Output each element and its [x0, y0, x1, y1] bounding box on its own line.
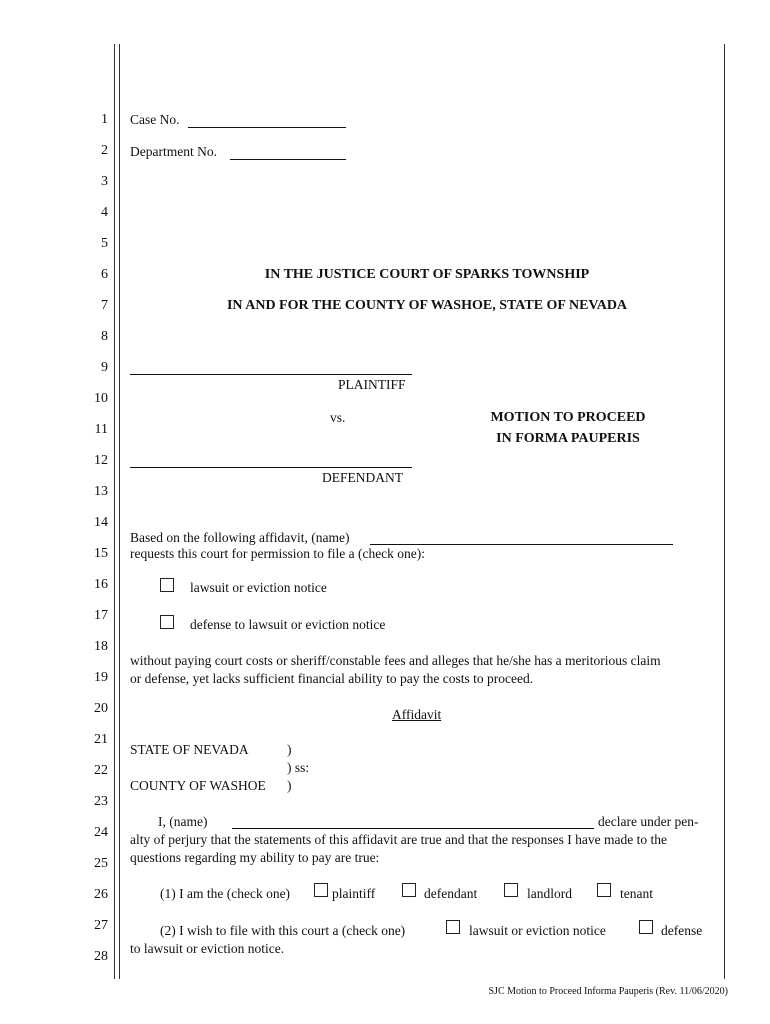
line-number: 25 [94, 856, 108, 871]
left-margin-line-2 [119, 44, 120, 979]
line-number: 27 [94, 918, 108, 933]
affidavit-intro-line-1: Based on the following affidavit, (name) [130, 530, 350, 545]
defendant-checkbox[interactable] [402, 883, 416, 897]
line-number: 3 [101, 174, 108, 189]
defendant-label: DEFENDANT [322, 470, 403, 485]
declare-under-penalty: declare under pen- [598, 814, 699, 829]
item1-landlord-label: landlord [527, 886, 572, 901]
item1-tenant-label: tenant [620, 886, 653, 901]
ss-label: ) ss: [287, 760, 310, 775]
without-paying-line-2: or defense, yet lacks sufficient financial ability to pay the costs to proceed. [130, 671, 534, 686]
line-number: 16 [94, 577, 108, 592]
item2-lawsuit-checkbox[interactable] [446, 920, 460, 934]
line-number: 26 [94, 887, 108, 902]
defense-option-label: defense to lawsuit or eviction notice [190, 617, 386, 632]
item2-defense-label: defense [661, 923, 703, 938]
line-number: 17 [94, 608, 108, 623]
line-number: 13 [94, 484, 108, 499]
tenant-checkbox[interactable] [597, 883, 611, 897]
line-number: 15 [94, 546, 108, 561]
plaintiff-label: PLAINTIFF [338, 377, 406, 392]
state-label: STATE OF NEVADA [130, 742, 249, 757]
state-paren: ) [287, 742, 292, 757]
item2-label: (2) I wish to file with this court a (check one) [160, 923, 406, 938]
defense-checkbox[interactable] [160, 615, 174, 629]
affidavit-intro-line-2: requests this court for permission to file a (check one): [130, 546, 426, 561]
line-number: 1 [101, 112, 108, 127]
line-number: 20 [94, 701, 108, 716]
declare-name-label: I, (name) [158, 814, 208, 829]
declare-line-2: alty of perjury that the statements of this affidavit are true and that the responses I have made to the [130, 832, 667, 847]
item2-lawsuit-label: lawsuit or eviction notice [469, 923, 606, 938]
line-number: 9 [101, 360, 108, 375]
line-number: 2 [101, 143, 108, 158]
county-label: COUNTY OF WASHOE [130, 778, 266, 793]
county-paren: ) [287, 778, 292, 793]
line-number: 23 [94, 794, 108, 809]
line-number: 28 [94, 949, 108, 964]
line-number: 8 [101, 329, 108, 344]
affiant-name-field[interactable] [370, 544, 673, 545]
right-margin-line [724, 44, 725, 979]
defendant-name-field[interactable] [130, 467, 412, 468]
line-number: 14 [94, 515, 108, 530]
line-number: 22 [94, 763, 108, 778]
declarant-name-field[interactable] [232, 828, 594, 829]
case-no-field[interactable] [188, 127, 346, 128]
line-number: 6 [101, 267, 108, 282]
line-number: 5 [101, 236, 108, 251]
line-number: 12 [94, 453, 108, 468]
line-number: 18 [94, 639, 108, 654]
line-number: 24 [94, 825, 108, 840]
left-margin-line-1 [114, 44, 115, 979]
case-no-label: Case No. [130, 112, 180, 127]
lawsuit-option-label: lawsuit or eviction notice [190, 580, 327, 595]
department-no-field[interactable] [230, 159, 346, 160]
lawsuit-checkbox[interactable] [160, 578, 174, 592]
item1-label: (1) I am the (check one) [160, 886, 291, 901]
department-no-label: Department No. [130, 144, 217, 159]
declare-line-3: questions regarding my ability to pay are true: [130, 850, 380, 865]
line-number: 10 [94, 391, 108, 406]
landlord-checkbox[interactable] [504, 883, 518, 897]
line-number: 11 [94, 422, 108, 437]
motion-title-line-2: IN FORMA PAUPERIS [496, 431, 640, 446]
plaintiff-name-field[interactable] [130, 374, 412, 375]
vs-label: vs. [330, 410, 346, 425]
item2-defense-checkbox[interactable] [639, 920, 653, 934]
motion-title-line-1: MOTION TO PROCEED [490, 410, 646, 425]
item1-defendant-label: defendant [424, 886, 478, 901]
court-title-line-1: IN THE JUSTICE COURT OF SPARKS TOWNSHIP [264, 267, 590, 282]
item2-continuation: to lawsuit or eviction notice. [130, 941, 285, 956]
without-paying-line-1: without paying court costs or sheriff/constable fees and alleges that he/she has a meritorious claim [130, 653, 661, 668]
line-number: 4 [101, 205, 108, 220]
line-number: 7 [101, 298, 108, 313]
plaintiff-checkbox[interactable] [314, 883, 328, 897]
footer-revision: SJC Motion to Proceed Informa Pauperis (Rev. 11/06/2020) [488, 986, 728, 997]
item1-plaintiff-label: plaintiff [332, 886, 376, 901]
affidavit-heading: Affidavit [392, 707, 442, 722]
line-number: 21 [94, 732, 108, 747]
court-title-line-2: IN AND FOR THE COUNTY OF WASHOE, STATE OF NEVADA [226, 298, 628, 313]
line-number: 19 [94, 670, 108, 685]
